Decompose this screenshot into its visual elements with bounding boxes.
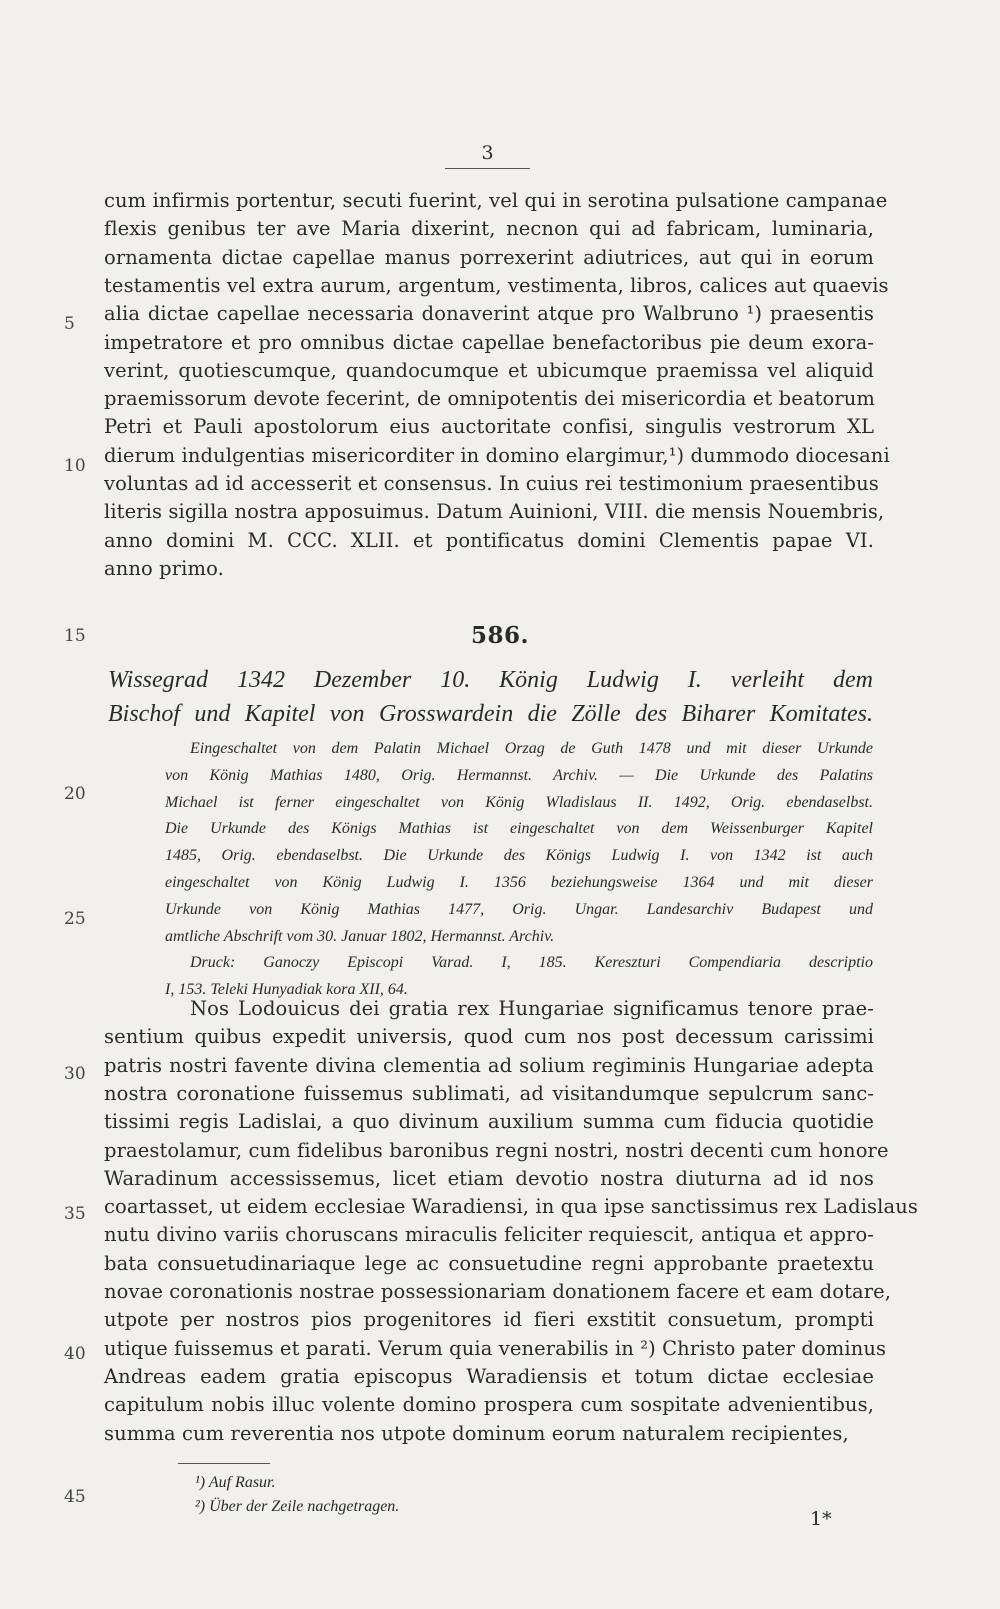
line-number-10: 10 — [64, 456, 86, 476]
top-line-8: praemissorum devote fecerint, de omnipotentis dei misericordia et beatorum — [104, 387, 876, 411]
note-line-6: eingeschaltet von König Ludwig I. 1356 beziehungsweise 1364 und mit dieser — [165, 874, 873, 891]
body-line-13: utique fuissemus et parati. Verum quia venerabilis in ²) Christo pater dominus — [104, 1336, 887, 1360]
note-line-10: I, 153. Teleki Hunyadiak kora XII, 64. — [165, 981, 408, 999]
heading-line-2: Bischof und Kapitel von Grosswardein die Zölle des Biharer Komitates. — [108, 701, 873, 727]
top-line-5: alia dictae capellae necessaria donaverint atque pro Walbruno ¹) praesentis — [104, 302, 874, 326]
top-line-10: dierum indulgentias misericorditer in domino elargimur,¹) dummodo diocesani — [104, 443, 890, 467]
line-number-40: 40 — [64, 1344, 86, 1364]
body-line-1: Nos Lodouicus dei gratia rex Hungariae significamus tenore prae- — [190, 997, 874, 1020]
top-line-11: voluntas ad id accesserit et consensus. In cuius rei testimonium praesentibus — [104, 472, 879, 495]
footnote-rule — [178, 1463, 270, 1464]
top-line-14: anno primo. — [104, 556, 224, 580]
top-line-7: verint, quotiescumque, quandocumque et ubicumque praemissa vel aliquid — [104, 358, 874, 382]
note-line-2: von König Mathias 1480, Orig. Hermannst. Archiv. — Die Urkunde des Palatins — [165, 766, 873, 784]
top-line-1: cum infirmis portentur, secuti fuerint, vel qui in serotina pulsatione campanae — [104, 189, 888, 212]
top-line-9: Petri et Pauli apostolorum eius auctoritate confisi, singulis vestrorum XL — [104, 415, 874, 439]
heading-line-1: Wissegrad 1342 Dezember 10. König Ludwig I. verleiht dem — [108, 667, 873, 693]
document-number: 586. — [470, 622, 530, 649]
note-line-1: Eingeschaltet von dem Palatin Michael Orzag de Guth 1478 und mit dieser Urkunde — [190, 740, 873, 757]
top-line-2: flexis genibus ter ave Maria dixerint, necnon qui ad fabricam, luminaria, — [104, 217, 874, 241]
body-line-9: nutu divino variis choruscans miraculis feliciter requiescit, antiqua et appro- — [104, 1223, 874, 1247]
body-line-15: capitulum nobis illuc volente domino prospera cum sospitate advenientibus, — [104, 1393, 874, 1417]
body-line-12: utpote per nostros pios progenitores id fieri exstitit consuetum, prompti — [104, 1308, 874, 1332]
line-number-35: 35 — [64, 1204, 86, 1224]
top-line-13: anno domini M. CCC. XLII. et pontificatus domini Clementis papae VI. — [104, 528, 874, 552]
body-line-16: summa cum reverentia nos utpote dominum eorum naturalem recipientes, — [104, 1421, 849, 1445]
body-line-6: praestolamur, cum fidelibus baronibus regni nostri, nostri decenti cum honore — [104, 1138, 889, 1162]
note-line-8: amtliche Abschrift vom 30. Januar 1802, Hermannst. Archiv. — [165, 927, 555, 945]
top-line-4: testamentis vel extra aurum, argentum, vestimenta, libros, calices aut quaevis — [104, 273, 889, 297]
line-number-25: 25 — [64, 909, 86, 929]
note-line-3: Michael ist ferner eingeschaltet von König Wladislaus II. 1492, Orig. ebendaselbst. — [165, 793, 873, 811]
note-line-7: Urkunde von König Mathias 1477, Orig. Ungar. Landesarchiv Budapest und — [165, 900, 873, 918]
line-number-30: 30 — [64, 1064, 86, 1084]
line-number-20: 20 — [64, 784, 86, 804]
note-line-5: 1485, Orig. ebendaselbst. Die Urkunde des Königs Ludwig I. von 1342 ist auch — [165, 847, 873, 865]
footnote-1: ¹) Auf Rasur. — [195, 1474, 276, 1491]
top-line-12: literis sigilla nostra apposuimus. Datum Auinioni, VIII. die mensis Nouembris, — [104, 500, 885, 524]
body-line-3: patris nostri favente divina clementia ad solium regiminis Hungariae adepta — [104, 1053, 874, 1077]
body-line-10: bata consuetudinariaque lege ac consuetudine regni approbante praetextu — [104, 1251, 874, 1275]
signature-mark: 1* — [810, 1508, 832, 1530]
body-line-11: novae coronationis nostrae possessionariam donationem facere et eam dotare, — [104, 1280, 892, 1303]
body-line-5: tissimi regis Ladislai, a quo divinum auxilium summa cum fiducia quotidie — [104, 1110, 874, 1134]
line-number-15: 15 — [64, 626, 86, 646]
top-line-6: impetratore et pro omnibus dictae capellae benefactoribus pie deum exora- — [104, 330, 874, 354]
body-line-8: coartasset, ut eidem ecclesiae Waradiensi, in qua ipse sanctissimus rex Ladislaus — [104, 1195, 918, 1219]
line-number-5: 5 — [64, 314, 75, 334]
note-line-9: Druck: Ganoczy Episcopi Varad. I, 185. Kereszturi Compendiaria descriptio — [190, 954, 873, 972]
line-number-45: 45 — [64, 1487, 86, 1507]
page-number: 3 — [445, 142, 530, 169]
body-line-2: sentium quibus expedit universis, quod cum nos post decessum carissimi — [104, 1025, 874, 1049]
body-line-4: nostra coronatione fuissemus sublimati, ad visitandumque sepulcrum sanc- — [104, 1081, 874, 1105]
top-line-3: ornamenta dictae capellae manus porrexerint adiutrices, aut qui in eorum — [104, 245, 874, 269]
body-line-7: Waradinum accessissemus, licet etiam devotio nostra diuturna ad id nos — [104, 1166, 874, 1190]
footnote-2: ²) Über der Zeile nachgetragen. — [195, 1498, 400, 1515]
note-line-4: Die Urkunde des Königs Mathias ist eingeschaltet von dem Weissenburger Kapitel — [165, 820, 873, 838]
body-line-14: Andreas eadem gratia episcopus Waradiensis et totum dictae ecclesiae — [104, 1364, 874, 1388]
